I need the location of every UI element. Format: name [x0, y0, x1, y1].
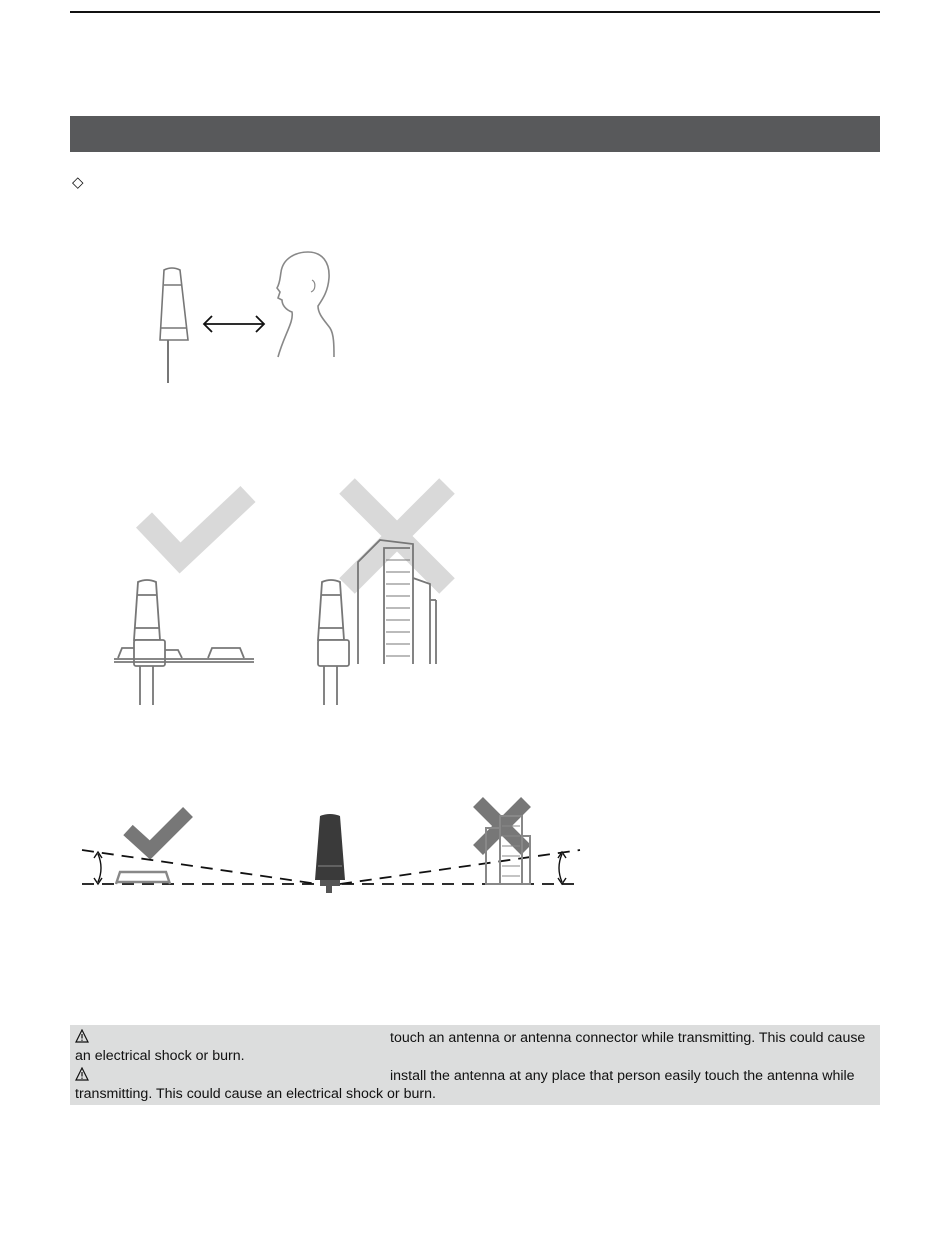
- warning-2-line-2: transmitting. This could cause an electrical shock or burn.: [75, 1086, 436, 1102]
- antenna-drawing: [160, 268, 188, 383]
- low-building-icon: [116, 872, 170, 884]
- antenna-on-rooftop: [114, 580, 254, 705]
- warning-2-line-1: install the antenna at any place that person easily touch the antenna while: [390, 1068, 855, 1084]
- angle-arrow-right-icon: [558, 852, 566, 884]
- elevation-angle-illustration: [82, 802, 580, 893]
- cross-mark-icon: [347, 486, 447, 586]
- check-mark-icon: [128, 812, 188, 850]
- antenna-center: [315, 814, 345, 893]
- warning-triangle-icon: [75, 1067, 89, 1081]
- warning-1-line-2: an electrical shock or burn.: [75, 1048, 245, 1064]
- warning-1-line-1: touch an antenna or antenna connector while transmitting. This could cause: [390, 1030, 866, 1046]
- check-mark-icon: [144, 494, 248, 558]
- distance-illustration: [160, 252, 334, 383]
- warning-box: [70, 1025, 880, 1105]
- double-arrow-icon: [204, 316, 264, 332]
- angle-arrow-left-icon: [94, 852, 102, 884]
- person-silhouette-icon: [277, 252, 334, 357]
- location-illustration: [114, 486, 447, 705]
- diamond-bullet-icon: ◇: [72, 174, 84, 191]
- warning-triangle-icon: [75, 1029, 89, 1043]
